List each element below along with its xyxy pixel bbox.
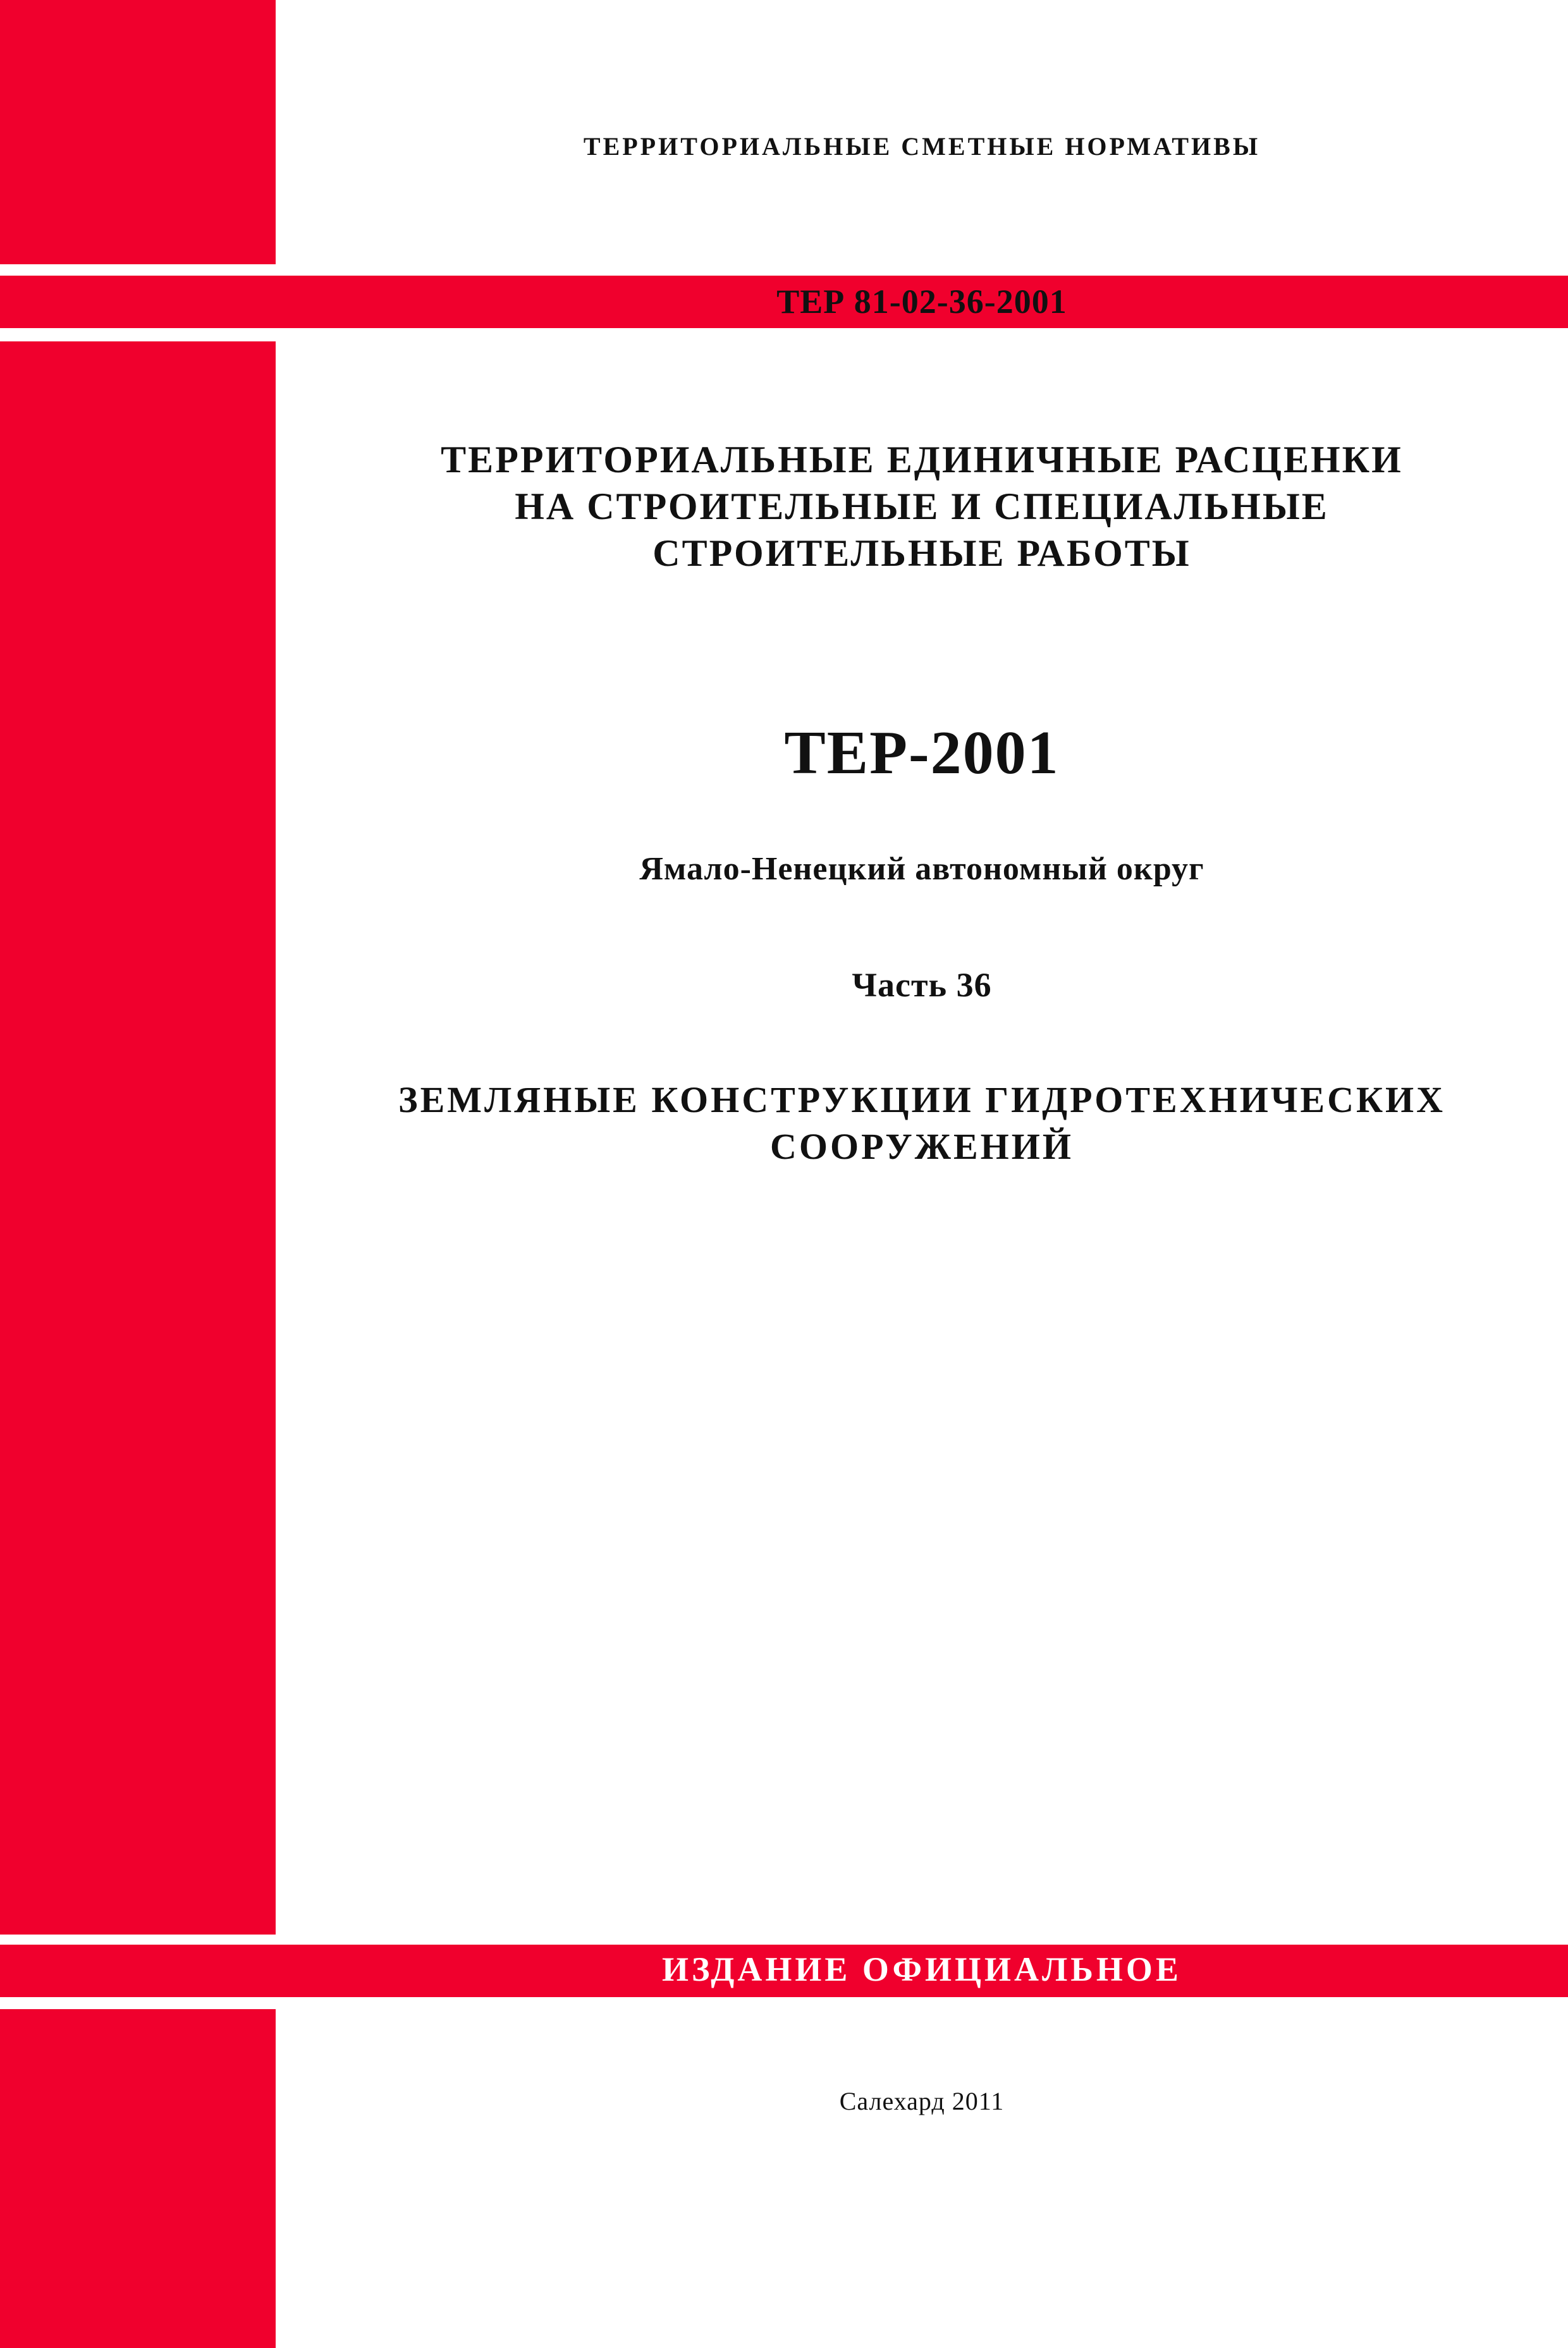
document-code: ТЕР 81-02-36-2001 xyxy=(776,283,1067,321)
series-title: ТЕРРИТОРИАЛЬНЫЕ СМЕТНЫЕ НОРМАТИВЫ xyxy=(583,132,1261,161)
publication-place-year: Салехард 2011 xyxy=(839,2087,1005,2115)
part-number: Часть 36 xyxy=(852,966,992,1004)
band-divider xyxy=(0,1997,276,2009)
band-divider xyxy=(0,328,276,341)
official-edition-label: ИЗДАНИЕ ОФИЦИАЛЬНОЕ xyxy=(662,1950,1182,1988)
section-title-line: ЗЕМЛЯНЫЕ КОНСТРУКЦИИ ГИДРОТЕХНИЧЕСКИХ xyxy=(398,1079,1446,1120)
section-title-line: СООРУЖЕНИЙ xyxy=(769,1126,1074,1167)
left-red-band-top xyxy=(0,0,276,264)
region-name: Ямало-Ненецкий автономный округ xyxy=(639,851,1204,887)
band-divider xyxy=(0,1935,276,1945)
band-divider xyxy=(0,264,276,276)
main-title-line: НА СТРОИТЕЛЬНЫЕ И СПЕЦИАЛЬНЫЕ xyxy=(515,486,1329,527)
left-red-band-bottom xyxy=(0,2009,276,2218)
edition-title: ТЕР-2001 xyxy=(784,719,1060,787)
main-title-line: ТЕРРИТОРИАЛЬНЫЕ ЕДИНИЧНЫЕ РАСЦЕНКИ xyxy=(441,439,1403,480)
main-title xyxy=(276,436,1568,577)
section-title xyxy=(276,1077,1568,1170)
main-title-line: СТРОИТЕЛЬНЫЕ РАБОТЫ xyxy=(652,532,1191,574)
